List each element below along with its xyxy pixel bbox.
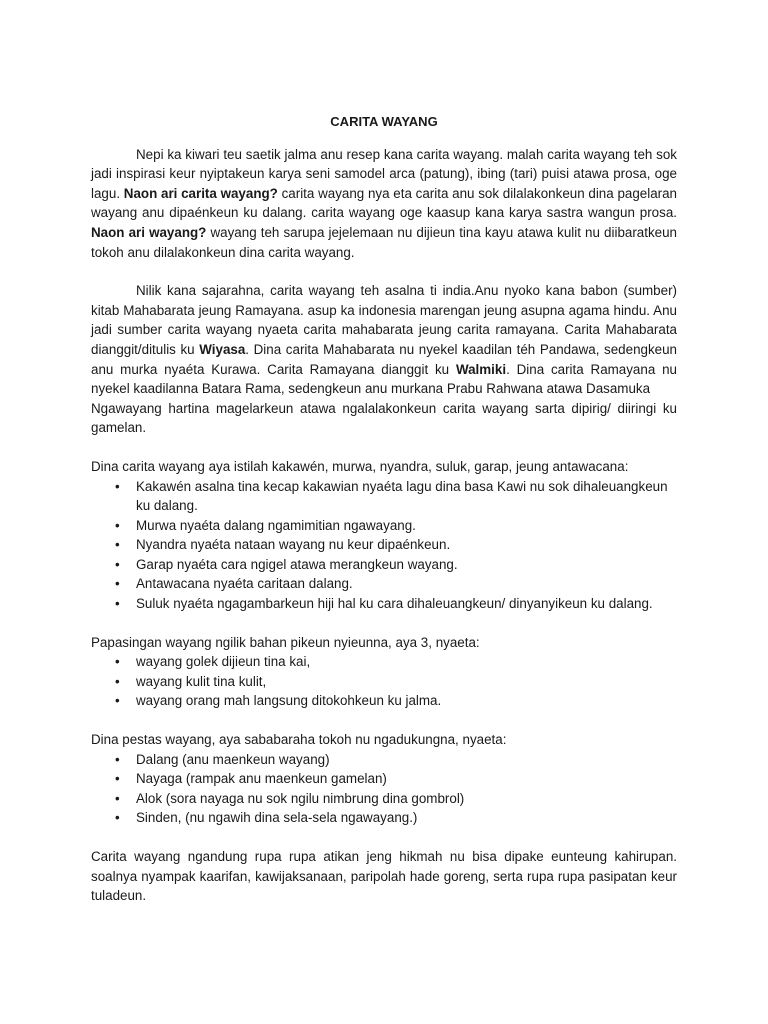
bold-question: Naon ari wayang? [91, 224, 207, 240]
paragraph-text: Nepi ka kiwari teu saetik jalma anu resep kana carita wayang. malah carita wayang teh sok jadi inspirasi keur nyiptakeun karya seni samodel arca (patung), ibing (tari) puisi atawa prosa, oge lagu. [91, 146, 677, 201]
list-item: • Alok (sora nayaga nu sok ngilu nimbrung dina gombrol) [136, 789, 677, 809]
list-item: • Kakawén asalna tina kecap kakawian nyaéta lagu dina basa Kawi nu sok dihaleuangkeun ku dalang. [136, 477, 677, 516]
list-item: • Antawacana nyaéta caritaan dalang. [136, 574, 677, 594]
paragraph-text: carita wayang nya eta carita anu sok dilalakonkeun dina pagelaran wayang anu dipaénkeun ku dalang. carita wayang oge kaasup kana karya sastra wangun prosa. [91, 185, 678, 221]
list-intro-papasingan: Papasingan wayang ngilik bahan pikeun nyieunna, aya 3, nyaeta: [91, 634, 480, 650]
paragraph-ngawayang: Ngawayang hartina magelarkeun atawa ngalalakonkeun carita wayang sarta dipirig/ diiringi ku gamelan. [91, 400, 677, 436]
list-item: • Nyandra nyaéta nataan wayang nu keur dipaénkeun. [136, 535, 677, 555]
list-item: • Sinden, (nu ngawih dina sela-sela ngawayang.) [136, 808, 677, 828]
list-item: • Suluk nyaéta ngagambarkeun hiji hal ku cara dihaleuangkeun/ dinyanyikeun ku dalang. [136, 594, 677, 614]
list-item: • wayang orang mah langsung ditokohkeun ku jalma. [136, 691, 677, 711]
document-title: CARITA WAYANG [330, 114, 438, 129]
paragraph-text: . Dina carita Mahabarata nu nyekel kaadilan téh Pandawa, sedengkeun anu murka nyaéta Kurawa. Carita Ramayana dianggit ku [91, 341, 678, 377]
paragraph-conclusion: Carita wayang ngandung rupa rupa atikan jeng hikmah nu bisa dipake eunteung kahirupan. soalnya nyampak kaarifan, kawijaksanaan, paripolah hade goreng, serta rupa rupa pasipatan keur tuladeun. [91, 849, 677, 904]
list-intro-tokoh: Dina pestas wayang, aya sababaraha tokoh nu ngadukungna, nyaeta: [91, 732, 507, 748]
bold-question: Naon ari carita wayang? [123, 185, 278, 201]
list-item: • wayang golek dijieun tina kai, [136, 652, 677, 672]
list-tokoh [91, 750, 677, 828]
paragraph-text: wayang teh sarupa jejelemaan nu dijieun tina kayu atawa kulit nu diibaratkeun tokoh anu dilalakonkeun dina carita wayang. [91, 224, 678, 260]
list-item: • Nayaga (rampak anu maenkeun gamelan) [136, 769, 677, 789]
paragraph-history [91, 281, 677, 399]
paragraph-text: Nilik kana sajarahna, carita wayang teh asalna ti india.Anu nyoko kana babon (sumber) kitab Mahabarata jeung Ramayana. asup ka indonesia marengan jeung asupna agama hindu. Anu jadi sumber carita wayang nyaeta carita mahabarata jeung carita ramayana. Carita Mahabarata dianggit/ditulis ku [91, 283, 677, 357]
list-istilah [91, 477, 677, 614]
list-item: • Dalang (anu maenkeun wayang) [136, 750, 677, 770]
list-item: • Murwa nyaéta dalang ngamimitian ngawayang. [136, 516, 677, 536]
bold-name: Wiyasa [199, 341, 246, 357]
paragraph-text: . Dina carita Ramayana nu nyekel kaadilanna Batara Rama, sedengkeun anu murkana Prabu Rahwana atawa Dasamuka [91, 361, 677, 397]
list-item: • Garap nyaéta cara ngigel atawa merangkeun wayang. [136, 555, 677, 575]
bold-name: Walmiki [455, 361, 507, 377]
list-item: • wayang kulit tina kulit, [136, 672, 677, 692]
paragraph-intro [91, 145, 677, 263]
list-intro-istilah: Dina carita wayang aya istilah kakawén, murwa, nyandra, suluk, garap, jeung antawacana: [91, 458, 629, 474]
list-papasingan [91, 652, 677, 711]
